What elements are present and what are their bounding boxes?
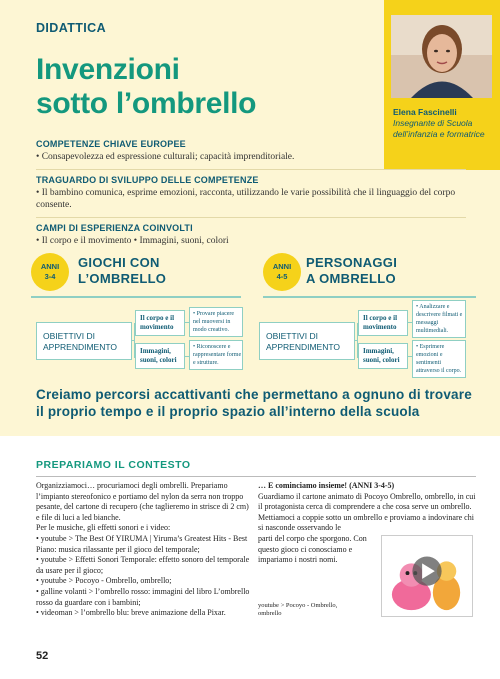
block-campi: [36, 223, 466, 253]
paragraph: Organizziamoci… procuriamoci degli ombrelli. Prepariamo l’impianto stereofonico e portiamo del nylon da serra non troppo pesante, del cartone di recupero (che taglieremo in strisce di 2 cm) e file di luci a led bianche.: [36, 481, 249, 522]
title-line-2: sotto l’ombrello: [36, 87, 257, 120]
section-heading-prepariamo: PREPARIAMO IL CONTESTO: [36, 459, 191, 471]
age-badge-range: 4-5: [276, 272, 288, 281]
author-role: Insegnante di Scuola dell’infanzia e formatrice: [393, 118, 485, 139]
page-number: 52: [36, 650, 49, 662]
field-box-corpo: Il corpo e il movimento: [135, 310, 185, 336]
objective-item-1: • Provare piacere nel muoversi in modo creativo.: [189, 307, 243, 337]
column-divider: [31, 296, 241, 298]
objective-item-2: • Esprimere emozioni e sentimenti attraverso il corpo.: [412, 340, 466, 378]
column-title-personaggi: [306, 255, 397, 287]
age-badge-label: ANNI: [272, 262, 292, 271]
age-badge-label: ANNI: [40, 262, 60, 271]
objectives-line-2: APPRENDIMENTO: [43, 342, 117, 352]
block-competenze: [36, 139, 466, 170]
objective-item-2: • Riconoscere e rappresentare forme e strutture.: [189, 340, 243, 370]
block-text: • Consapevolezza ed espressione culturali; capacità imprenditoriale.: [36, 152, 295, 162]
author-name: Elena Fascinelli: [393, 107, 457, 117]
block-heading: TRAGUARDO DI SVILUPPO DELLE COMPETENZE: [36, 175, 259, 185]
competence-blocks: [36, 139, 466, 258]
column-title-line-1: GIOCHI CON: [78, 255, 160, 270]
objectives-line-2: APPRENDIMENTO: [266, 342, 340, 352]
field-box-immagini: Immagini, suoni, colori: [358, 343, 408, 369]
page-title: [36, 53, 256, 121]
objectives-line-1: OBIETTIVI DI: [43, 331, 95, 341]
column-title-giochi: [78, 255, 166, 287]
age-badge-4-5: [263, 253, 301, 291]
author-portrait-icon: [391, 15, 492, 98]
section-label: DIDATTICA: [36, 21, 107, 35]
field-box-corpo: Il corpo e il movimento: [358, 310, 408, 336]
age-badge-3-4: [31, 253, 69, 291]
age-badge-range: 3-4: [44, 272, 56, 281]
list-item: • videoman > l’ombrello blu: breve animazione della Pixar.: [36, 608, 226, 618]
block-text: • Il bambino comunica, esprime emozioni, racconta, utilizzando le varie possibilità che il linguaggio del corpo consente.: [36, 188, 456, 210]
title-line-1: Invenzioni: [36, 53, 180, 86]
field-box-immagini: Immagini, suoni, colori: [135, 343, 185, 369]
block-text: • Il corpo e il movimento • Immagini, suoni, colori: [36, 236, 229, 246]
list-item: • youtube > The Best Of YIRUMA | Yiruma’s Greatest Hits - Best Piano: musica rilassante per il gioco del temporale;: [36, 533, 248, 554]
column-title-line-2: L’OMBRELLO: [78, 271, 167, 286]
block-traguardo: [36, 175, 466, 218]
block-heading: COMPETENZE CHIAVE EUROPEE: [36, 139, 186, 149]
subtitle: Creiamo percorsi accattivanti che permettano a ognuno di trovare il proprio tempo e il proprio spazio all’interno della scuola: [36, 387, 472, 419]
column-title-line-1: PERSONAGGI: [306, 255, 398, 270]
objectives-line-1: OBIETTIVI DI: [266, 331, 318, 341]
objectives-box-2: [259, 322, 355, 360]
column-title-line-2: A OMBRELLO: [306, 271, 396, 286]
column-divider: [263, 296, 476, 298]
list-item: • galline volanti > l’ombrello rosso: immagini del libro L’ombrello rosso da guardare con i bambini;: [36, 586, 250, 607]
paragraph: Guardiamo il cartone animato di Pocoyo Ombrello, ombrello, in cui il protagonista cerca di comprendere a che cosa serve un ombrello. Mettiamoci a coppie sotto un ombrello e proviamo a indovinare chi si nasconde osservando le: [258, 491, 476, 533]
block-heading: CAMPI DI ESPERIENZA COINVOLTI: [36, 223, 193, 233]
video-caption: youtube > Pocoyo - Ombrello, ombrello: [258, 602, 338, 617]
list-item: • youtube > Pocoyo - Ombrello, ombrello;: [36, 576, 172, 586]
objectives-box-1: [36, 322, 132, 360]
text-column-left: [36, 481, 251, 619]
paragraph: parti del corpo che sporgono. Con questo gioco ci conosciamo e impariamo i nostri nomi.: [258, 533, 367, 565]
section-divider: [36, 476, 476, 477]
list-item: • youtube > Effetti Sonori Temporale: effetto sonoro del temporale da usare per il gioco;: [36, 555, 250, 575]
author-photo: [391, 15, 492, 98]
paragraph: Per le musiche, gli effetti sonori e i video:: [36, 523, 171, 533]
paragraph-intro: … E cominciamo insieme! (ANNI 3-4-5): [258, 481, 395, 490]
objective-item-1: • Analizzare e descrivere filmati e messaggi multimediali.: [412, 300, 466, 338]
video-thumbnail[interactable]: [381, 535, 473, 617]
